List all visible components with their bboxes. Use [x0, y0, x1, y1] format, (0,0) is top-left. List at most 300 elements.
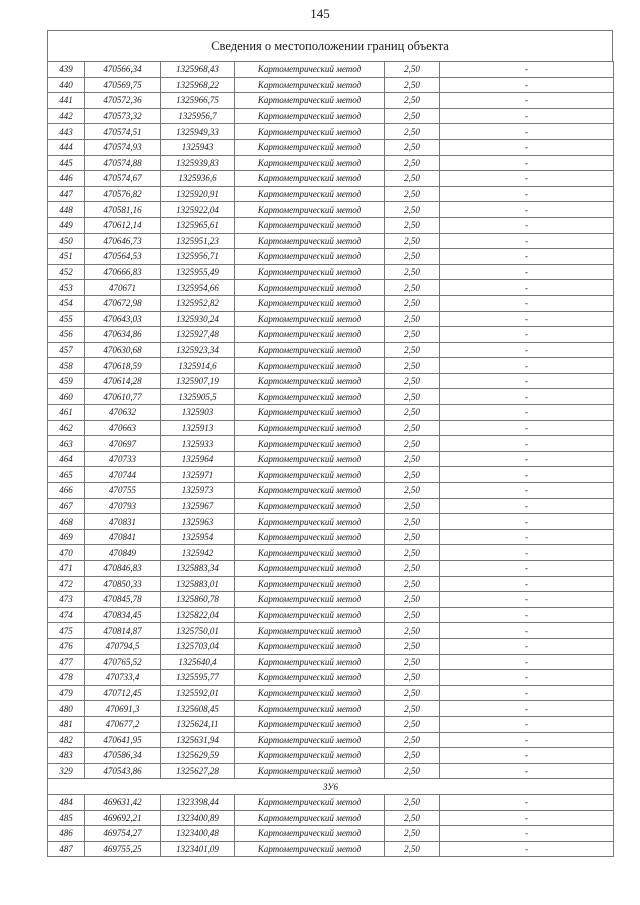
- point-number-cell: 466: [48, 483, 85, 499]
- x-coordinate-cell: 470630,68: [85, 342, 161, 358]
- table-row: [48, 77, 614, 93]
- table-row: [48, 623, 614, 639]
- table-row: [48, 483, 614, 499]
- table-row: [48, 810, 614, 826]
- point-number-cell: 474: [48, 607, 85, 623]
- point-number-cell: 482: [48, 732, 85, 748]
- method-cell: Картометрический метод: [235, 841, 385, 857]
- x-coordinate-cell: 470794,5: [85, 638, 161, 654]
- table-row: [48, 155, 614, 171]
- description-cell: -: [440, 623, 614, 639]
- x-coordinate-cell: 470733,4: [85, 670, 161, 686]
- table-row: [48, 202, 614, 218]
- description-cell: -: [440, 545, 614, 561]
- point-number-cell: 459: [48, 373, 85, 389]
- x-coordinate-cell: 470543,86: [85, 763, 161, 779]
- x-coordinate-cell: 470618,59: [85, 358, 161, 374]
- method-cell: Картометрический метод: [235, 373, 385, 389]
- precision-cell: 2,50: [385, 436, 440, 452]
- precision-cell: 2,50: [385, 545, 440, 561]
- precision-cell: 2,50: [385, 171, 440, 187]
- table-row: [48, 124, 614, 140]
- x-coordinate-cell: 470744: [85, 467, 161, 483]
- table-row: [48, 405, 614, 421]
- precision-cell: 2,50: [385, 358, 440, 374]
- table-row: [48, 685, 614, 701]
- precision-cell: 2,50: [385, 373, 440, 389]
- table-row: [48, 327, 614, 343]
- method-cell: Картометрический метод: [235, 794, 385, 810]
- point-number-cell: 449: [48, 217, 85, 233]
- table-row: [48, 62, 614, 78]
- description-cell: -: [440, 186, 614, 202]
- x-coordinate-cell: 470566,34: [85, 62, 161, 78]
- point-number-cell: 455: [48, 311, 85, 327]
- precision-cell: 2,50: [385, 498, 440, 514]
- x-coordinate-cell: 470755: [85, 483, 161, 499]
- point-number-cell: 445: [48, 155, 85, 171]
- table-row: [48, 233, 614, 249]
- description-cell: -: [440, 841, 614, 857]
- description-cell: -: [440, 794, 614, 810]
- method-cell: Картометрический метод: [235, 561, 385, 577]
- coordinates-grid: [47, 61, 614, 857]
- x-coordinate-cell: 470834,45: [85, 607, 161, 623]
- table-row: [48, 592, 614, 608]
- point-number-cell: 453: [48, 280, 85, 296]
- method-cell: Картометрический метод: [235, 77, 385, 93]
- y-coordinate-cell: 1323400,48: [161, 826, 235, 842]
- precision-cell: 2,50: [385, 311, 440, 327]
- y-coordinate-cell: 1325956,7: [161, 108, 235, 124]
- x-coordinate-cell: 470733: [85, 451, 161, 467]
- table-row: [48, 358, 614, 374]
- point-number-cell: 447: [48, 186, 85, 202]
- table-row: [48, 420, 614, 436]
- x-coordinate-cell: 470610,77: [85, 389, 161, 405]
- x-coordinate-cell: 470576,82: [85, 186, 161, 202]
- table-row: [48, 139, 614, 155]
- precision-cell: 2,50: [385, 451, 440, 467]
- method-cell: Картометрический метод: [235, 311, 385, 327]
- table-row: [48, 342, 614, 358]
- table-row: [48, 171, 614, 187]
- description-cell: -: [440, 763, 614, 779]
- x-coordinate-cell: 470691,3: [85, 701, 161, 717]
- y-coordinate-cell: 1325703,04: [161, 638, 235, 654]
- point-number-cell: 484: [48, 794, 85, 810]
- y-coordinate-cell: 1325595,77: [161, 670, 235, 686]
- description-cell: -: [440, 327, 614, 343]
- method-cell: Картометрический метод: [235, 249, 385, 265]
- y-coordinate-cell: 1325883,34: [161, 561, 235, 577]
- x-coordinate-cell: 470634,86: [85, 327, 161, 343]
- y-coordinate-cell: 1325860,78: [161, 592, 235, 608]
- table-row: [48, 389, 614, 405]
- precision-cell: 2,50: [385, 826, 440, 842]
- table-row: [48, 498, 614, 514]
- x-coordinate-cell: 470765,52: [85, 654, 161, 670]
- method-cell: Картометрический метод: [235, 592, 385, 608]
- method-cell: Картометрический метод: [235, 280, 385, 296]
- point-number-cell: 465: [48, 467, 85, 483]
- precision-cell: 2,50: [385, 186, 440, 202]
- description-cell: -: [440, 716, 614, 732]
- description-cell: -: [440, 373, 614, 389]
- method-cell: Картометрический метод: [235, 451, 385, 467]
- precision-cell: 2,50: [385, 561, 440, 577]
- method-cell: Картометрический метод: [235, 576, 385, 592]
- x-coordinate-cell: 470586,34: [85, 748, 161, 764]
- description-cell: -: [440, 295, 614, 311]
- y-coordinate-cell: 1325903: [161, 405, 235, 421]
- y-coordinate-cell: 1325968,43: [161, 62, 235, 78]
- table-row: [48, 841, 614, 857]
- description-cell: -: [440, 124, 614, 140]
- y-coordinate-cell: 1323398,44: [161, 794, 235, 810]
- y-coordinate-cell: 1325822,04: [161, 607, 235, 623]
- y-coordinate-cell: 1325608,45: [161, 701, 235, 717]
- point-number-cell: 483: [48, 748, 85, 764]
- point-number-cell: 467: [48, 498, 85, 514]
- precision-cell: 2,50: [385, 638, 440, 654]
- y-coordinate-cell: 1325631,94: [161, 732, 235, 748]
- description-cell: -: [440, 77, 614, 93]
- y-coordinate-cell: 1325942: [161, 545, 235, 561]
- precision-cell: 2,50: [385, 592, 440, 608]
- method-cell: Картометрический метод: [235, 498, 385, 514]
- method-cell: Картометрический метод: [235, 514, 385, 530]
- y-coordinate-cell: 1325954,66: [161, 280, 235, 296]
- precision-cell: 2,50: [385, 108, 440, 124]
- y-coordinate-cell: 1325914,6: [161, 358, 235, 374]
- x-coordinate-cell: 469631,42: [85, 794, 161, 810]
- method-cell: Картометрический метод: [235, 327, 385, 343]
- table-row: [48, 108, 614, 124]
- table-row: [48, 826, 614, 842]
- y-coordinate-cell: 1325968,22: [161, 77, 235, 93]
- description-cell: -: [440, 108, 614, 124]
- y-coordinate-cell: 1325943: [161, 139, 235, 155]
- precision-cell: 2,50: [385, 794, 440, 810]
- x-coordinate-cell: 470573,32: [85, 108, 161, 124]
- point-number-cell: 462: [48, 420, 85, 436]
- method-cell: Картометрический метод: [235, 420, 385, 436]
- y-coordinate-cell: 1325923,34: [161, 342, 235, 358]
- table-row: [48, 561, 614, 577]
- description-cell: -: [440, 389, 614, 405]
- y-coordinate-cell: 1325930,24: [161, 311, 235, 327]
- y-coordinate-cell: 1325956,71: [161, 249, 235, 265]
- precision-cell: 2,50: [385, 576, 440, 592]
- description-cell: -: [440, 514, 614, 530]
- x-coordinate-cell: 469754,27: [85, 826, 161, 842]
- precision-cell: 2,50: [385, 420, 440, 436]
- table-row: [48, 311, 614, 327]
- x-coordinate-cell: 470581,16: [85, 202, 161, 218]
- precision-cell: 2,50: [385, 202, 440, 218]
- precision-cell: 2,50: [385, 217, 440, 233]
- table-row: [48, 638, 614, 654]
- x-coordinate-cell: 470666,83: [85, 264, 161, 280]
- y-coordinate-cell: 1325920,91: [161, 186, 235, 202]
- description-cell: -: [440, 607, 614, 623]
- method-cell: Картометрический метод: [235, 171, 385, 187]
- point-number-cell: 480: [48, 701, 85, 717]
- precision-cell: 2,50: [385, 93, 440, 109]
- y-coordinate-cell: 1325629,59: [161, 748, 235, 764]
- description-cell: -: [440, 685, 614, 701]
- method-cell: Картометрический метод: [235, 186, 385, 202]
- precision-cell: 2,50: [385, 701, 440, 717]
- description-cell: -: [440, 405, 614, 421]
- point-number-cell: 479: [48, 685, 85, 701]
- precision-cell: 2,50: [385, 748, 440, 764]
- precision-cell: 2,50: [385, 62, 440, 78]
- x-coordinate-cell: 470850,33: [85, 576, 161, 592]
- table-row: [48, 576, 614, 592]
- x-coordinate-cell: 470574,67: [85, 171, 161, 187]
- x-coordinate-cell: 470574,88: [85, 155, 161, 171]
- method-cell: Картометрический метод: [235, 638, 385, 654]
- x-coordinate-cell: 470846,83: [85, 561, 161, 577]
- y-coordinate-cell: 1325927,48: [161, 327, 235, 343]
- description-cell: -: [440, 498, 614, 514]
- method-cell: Картометрический метод: [235, 124, 385, 140]
- precision-cell: 2,50: [385, 514, 440, 530]
- point-number-cell: 441: [48, 93, 85, 109]
- method-cell: Картометрический метод: [235, 405, 385, 421]
- y-coordinate-cell: 1325964: [161, 451, 235, 467]
- y-coordinate-cell: 1323401,09: [161, 841, 235, 857]
- method-cell: Картометрический метод: [235, 155, 385, 171]
- y-coordinate-cell: 1325967: [161, 498, 235, 514]
- y-coordinate-cell: 1325907,19: [161, 373, 235, 389]
- table-row: [48, 763, 614, 779]
- description-cell: -: [440, 732, 614, 748]
- point-number-cell: 469: [48, 529, 85, 545]
- method-cell: Картометрический метод: [235, 62, 385, 78]
- description-cell: -: [440, 420, 614, 436]
- point-number-cell: 477: [48, 654, 85, 670]
- x-coordinate-cell: 470572,36: [85, 93, 161, 109]
- x-coordinate-cell: 470814,87: [85, 623, 161, 639]
- method-cell: Картометрический метод: [235, 358, 385, 374]
- precision-cell: 2,50: [385, 405, 440, 421]
- x-coordinate-cell: 470569,75: [85, 77, 161, 93]
- description-cell: -: [440, 467, 614, 483]
- method-cell: Картометрический метод: [235, 685, 385, 701]
- precision-cell: 2,50: [385, 841, 440, 857]
- y-coordinate-cell: 1325963: [161, 514, 235, 530]
- method-cell: Картометрический метод: [235, 607, 385, 623]
- precision-cell: 2,50: [385, 623, 440, 639]
- x-coordinate-cell: 470612,14: [85, 217, 161, 233]
- method-cell: Картометрический метод: [235, 701, 385, 717]
- precision-cell: 2,50: [385, 327, 440, 343]
- point-number-cell: 471: [48, 561, 85, 577]
- point-number-cell: 485: [48, 810, 85, 826]
- method-cell: Картометрический метод: [235, 654, 385, 670]
- y-coordinate-cell: 1325883,01: [161, 576, 235, 592]
- description-cell: -: [440, 171, 614, 187]
- y-coordinate-cell: 1325922,04: [161, 202, 235, 218]
- y-coordinate-cell: 1325750,01: [161, 623, 235, 639]
- method-cell: Картометрический метод: [235, 295, 385, 311]
- precision-cell: 2,50: [385, 763, 440, 779]
- point-number-cell: 444: [48, 139, 85, 155]
- table-row: [48, 295, 614, 311]
- description-cell: -: [440, 202, 614, 218]
- precision-cell: 2,50: [385, 264, 440, 280]
- point-number-cell: 439: [48, 62, 85, 78]
- table-row: [48, 467, 614, 483]
- method-cell: Картометрический метод: [235, 233, 385, 249]
- x-coordinate-cell: 470671: [85, 280, 161, 296]
- method-cell: Картометрический метод: [235, 810, 385, 826]
- point-number-cell: 446: [48, 171, 85, 187]
- table-row: [48, 249, 614, 265]
- y-coordinate-cell: 1325592,01: [161, 685, 235, 701]
- rows-group-a: [48, 62, 614, 779]
- precision-cell: 2,50: [385, 670, 440, 686]
- x-coordinate-cell: 470697: [85, 436, 161, 452]
- description-cell: -: [440, 436, 614, 452]
- method-cell: Картометрический метод: [235, 139, 385, 155]
- description-cell: -: [440, 139, 614, 155]
- point-number-cell: 457: [48, 342, 85, 358]
- description-cell: -: [440, 810, 614, 826]
- description-cell: -: [440, 342, 614, 358]
- point-number-cell: 468: [48, 514, 85, 530]
- description-cell: -: [440, 592, 614, 608]
- table-row: [48, 716, 614, 732]
- y-coordinate-cell: 1325965,61: [161, 217, 235, 233]
- point-number-cell: 487: [48, 841, 85, 857]
- method-cell: Картометрический метод: [235, 467, 385, 483]
- description-cell: -: [440, 93, 614, 109]
- description-cell: -: [440, 155, 614, 171]
- x-coordinate-cell: 470677,2: [85, 716, 161, 732]
- x-coordinate-cell: 470793: [85, 498, 161, 514]
- point-number-cell: 476: [48, 638, 85, 654]
- x-coordinate-cell: 470849: [85, 545, 161, 561]
- table-row: [48, 748, 614, 764]
- y-coordinate-cell: 1325973: [161, 483, 235, 499]
- table-row: [48, 654, 614, 670]
- x-coordinate-cell: 469755,25: [85, 841, 161, 857]
- table-row: [48, 529, 614, 545]
- y-coordinate-cell: 1325913: [161, 420, 235, 436]
- y-coordinate-cell: 1325949,33: [161, 124, 235, 140]
- y-coordinate-cell: 1325954: [161, 529, 235, 545]
- point-number-cell: 464: [48, 451, 85, 467]
- description-cell: -: [440, 826, 614, 842]
- description-cell: -: [440, 217, 614, 233]
- method-cell: Картометрический метод: [235, 529, 385, 545]
- precision-cell: 2,50: [385, 280, 440, 296]
- description-cell: -: [440, 561, 614, 577]
- method-cell: Картометрический метод: [235, 748, 385, 764]
- precision-cell: 2,50: [385, 607, 440, 623]
- table-title: Сведения о местоположении границ объекта: [47, 30, 613, 61]
- point-number-cell: 486: [48, 826, 85, 842]
- x-coordinate-cell: 470641,95: [85, 732, 161, 748]
- precision-cell: 2,50: [385, 249, 440, 265]
- table-row: [48, 186, 614, 202]
- precision-cell: 2,50: [385, 810, 440, 826]
- method-cell: Картометрический метод: [235, 716, 385, 732]
- description-cell: -: [440, 280, 614, 296]
- point-number-cell: 478: [48, 670, 85, 686]
- point-number-cell: 452: [48, 264, 85, 280]
- table-row: [48, 794, 614, 810]
- y-coordinate-cell: 1325933: [161, 436, 235, 452]
- x-coordinate-cell: 469692,21: [85, 810, 161, 826]
- method-cell: Картометрический метод: [235, 732, 385, 748]
- point-number-cell: 450: [48, 233, 85, 249]
- method-cell: Картометрический метод: [235, 389, 385, 405]
- description-cell: -: [440, 483, 614, 499]
- method-cell: Картометрический метод: [235, 217, 385, 233]
- precision-cell: 2,50: [385, 342, 440, 358]
- method-cell: Картометрический метод: [235, 436, 385, 452]
- method-cell: Картометрический метод: [235, 93, 385, 109]
- method-cell: Картометрический метод: [235, 670, 385, 686]
- x-coordinate-cell: 470574,51: [85, 124, 161, 140]
- description-cell: -: [440, 249, 614, 265]
- method-cell: Картометрический метод: [235, 545, 385, 561]
- section-label: ЗУ6: [48, 779, 614, 795]
- point-number-cell: 456: [48, 327, 85, 343]
- description-cell: -: [440, 264, 614, 280]
- x-coordinate-cell: 470712,45: [85, 685, 161, 701]
- page-number: 145: [310, 6, 330, 21]
- precision-cell: 2,50: [385, 685, 440, 701]
- point-number-cell: 329: [48, 763, 85, 779]
- method-cell: Картометрический метод: [235, 483, 385, 499]
- table-row: [48, 545, 614, 561]
- table-row: [48, 451, 614, 467]
- method-cell: Картометрический метод: [235, 342, 385, 358]
- precision-cell: 2,50: [385, 233, 440, 249]
- rows-group-b: [48, 794, 614, 856]
- point-number-cell: 443: [48, 124, 85, 140]
- method-cell: Картометрический метод: [235, 826, 385, 842]
- table-row: [48, 670, 614, 686]
- description-cell: -: [440, 358, 614, 374]
- x-coordinate-cell: 470841: [85, 529, 161, 545]
- table-row: [48, 280, 614, 296]
- method-cell: Картометрический метод: [235, 108, 385, 124]
- table-row: [48, 701, 614, 717]
- description-cell: -: [440, 638, 614, 654]
- point-number-cell: 458: [48, 358, 85, 374]
- y-coordinate-cell: 1325939,83: [161, 155, 235, 171]
- y-coordinate-cell: 1325951,23: [161, 233, 235, 249]
- y-coordinate-cell: 1325627,28: [161, 763, 235, 779]
- point-number-cell: 454: [48, 295, 85, 311]
- point-number-cell: 481: [48, 716, 85, 732]
- precision-cell: 2,50: [385, 467, 440, 483]
- y-coordinate-cell: 1325905,5: [161, 389, 235, 405]
- precision-cell: 2,50: [385, 654, 440, 670]
- x-coordinate-cell: 470564,53: [85, 249, 161, 265]
- precision-cell: 2,50: [385, 389, 440, 405]
- description-cell: -: [440, 62, 614, 78]
- table-row: [48, 514, 614, 530]
- x-coordinate-cell: 470646,73: [85, 233, 161, 249]
